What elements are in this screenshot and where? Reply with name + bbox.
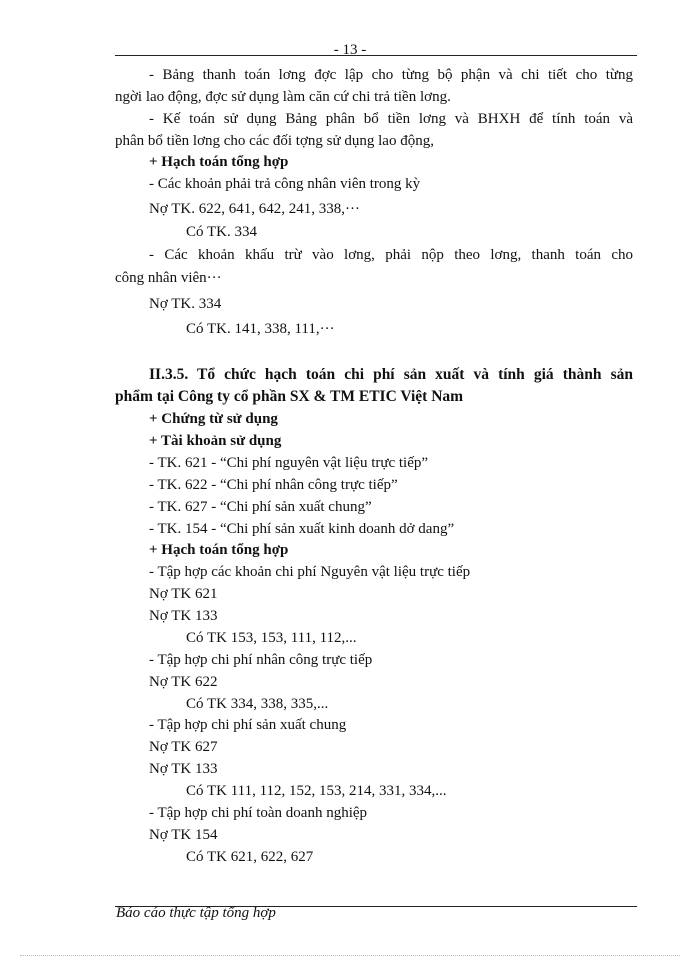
paragraph-line: ngời lao động, đợc sử dụng làm căn cứ chi trả tiền lơng. [115, 89, 451, 105]
footer-text: Báo cáo thực tập tổng hợp [116, 905, 276, 921]
paragraph-line: - Tập hợp chi phí nhân công trực tiếp [149, 652, 373, 668]
entry-credit: Có TK 334, 338, 335,... [186, 696, 329, 712]
entry-credit: Có TK. 141, 338, 111,··· [186, 321, 335, 337]
entry-debit: Nợ TK. 622, 641, 642, 241, 338,··· [149, 201, 360, 217]
subsection-heading: + Chứng từ sử dụng [149, 411, 278, 427]
paragraph-line: - Tập hợp các khoản chi phí Nguyên vật liệu trực tiếp [149, 564, 471, 580]
account-item: - TK. 622 - “Chi phí nhân công trực tiếp” [149, 477, 398, 493]
entry-credit: Có TK 153, 153, 111, 112,... [186, 630, 357, 646]
account-item: - TK. 154 - “Chi phí sản xuất kinh doanh dở dang” [149, 521, 455, 537]
paragraph-line: - Tập hợp chi phí toàn doanh nghiệp [149, 805, 368, 821]
entry-debit: Nợ TK 154 [149, 827, 218, 843]
subsection-heading: + Hạch toán tổng hợp [149, 542, 289, 558]
subsection-heading: + Tài khoản sử dụng [149, 433, 282, 449]
paragraph-line: - Các khoản phải trả công nhân viên trong kỳ [149, 176, 421, 192]
section-heading: + Hạch toán tổng hợp [149, 154, 289, 170]
paragraph-line: phân bổ tiền lơng cho các đối tợng sử dụng lao động, [115, 133, 434, 149]
section-title: II.3.5. Tổ chức hạch toán chi phí sản xuất và tính giá thành sản [149, 366, 633, 383]
entry-debit: Nợ TK 133 [149, 608, 218, 624]
paragraph-line: - Các khoản khấu trừ vào lơng, phải nộp theo lơng, thanh toán cho [149, 247, 633, 263]
entry-credit: Có TK. 334 [186, 224, 257, 240]
page-edge-dotted-line [20, 955, 680, 956]
entry-debit: Nợ TK 621 [149, 586, 218, 602]
account-item: - TK. 627 - “Chi phí sản xuất chung” [149, 499, 372, 515]
page-number: - 13 - [333, 42, 367, 58]
paragraph-line: - Kế toán sử dụng Bảng phân bổ tiền lơng và BHXH để tính toán và [149, 111, 633, 127]
entry-credit: Có TK 111, 112, 152, 153, 214, 331, 334,... [186, 783, 447, 799]
entry-credit: Có TK 621, 622, 627 [186, 849, 314, 865]
paragraph-line: công nhân viên··· [115, 270, 222, 286]
section-title: phẩm tại Công ty cổ phần SX & TM ETIC Việt Nam [115, 388, 464, 405]
entry-debit: Nợ TK 133 [149, 761, 218, 777]
entry-debit: Nợ TK 627 [149, 739, 218, 755]
entry-debit: Nợ TK. 334 [149, 296, 222, 312]
paragraph-line: - Bảng thanh toán lơng đợc lập cho từng bộ phận và chi tiết cho từng [149, 67, 633, 83]
paragraph-line: - Tập hợp chi phí sản xuất chung [149, 717, 347, 733]
header-rule [115, 55, 637, 56]
account-item: - TK. 621 - “Chi phí nguyên vật liệu trực tiếp” [149, 455, 429, 471]
entry-debit: Nợ TK 622 [149, 674, 218, 690]
